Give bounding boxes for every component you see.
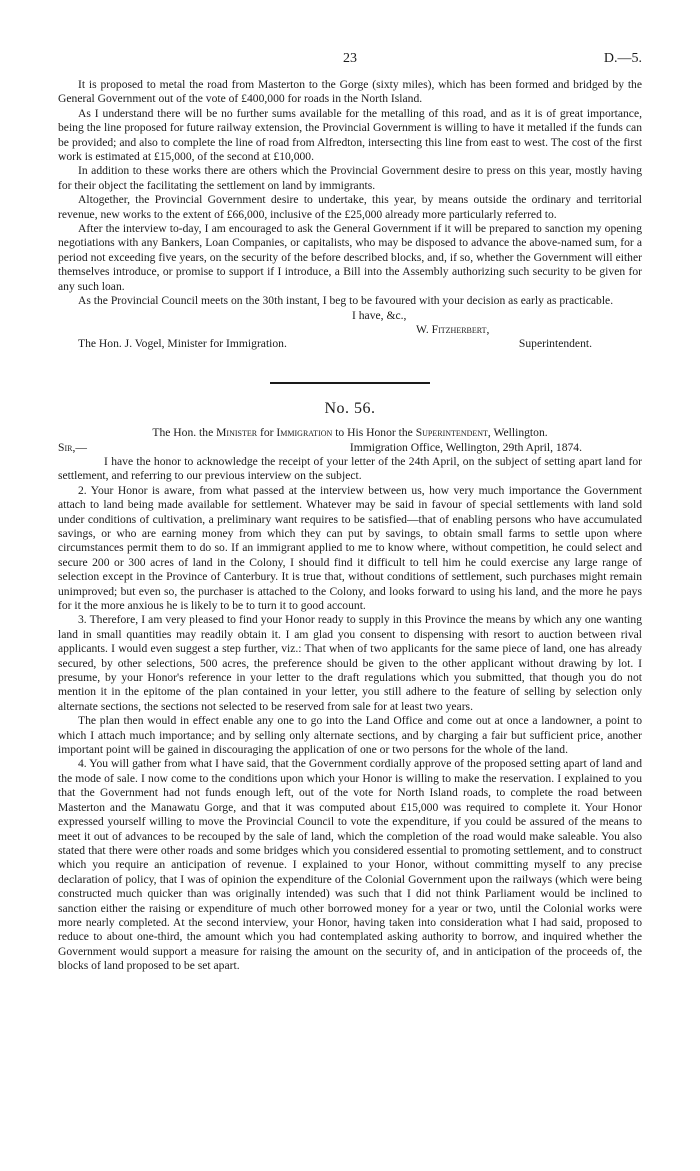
sender-title: Minister xyxy=(216,426,258,440)
letter-no-56 xyxy=(58,399,642,974)
signature-block xyxy=(58,309,642,338)
paragraph: After the interview to-day, I am encouraged to ask the General Government if it will be prepared to sanction my opening negotiations with any Bankers, Loan Companies, or capitalists, who may be disposed to advance the above-named sum, for a period not exceeding five years, on the security of the before described blocks, and, if so, whether the Government will either themselves introduce, or promise to support if I introduce, a Bill into the Assembly authorizing such security to be given for any such loan. xyxy=(58,222,642,293)
closing: I have, &c., xyxy=(352,308,407,322)
page-number: 23 xyxy=(343,51,357,66)
sender-department: Immigration xyxy=(276,426,333,440)
dateline: Immigration Office, Wellington, 29th April, 1874. xyxy=(349,440,582,454)
recipient-title: Superintendent xyxy=(415,426,488,440)
paragraph: Altogether, the Provincial Government desire to undertake, this year, by means outside the ordinary and territorial revenue, new works to the extent of £66,000, inclusive of the £25,000 already more particularly referred to. xyxy=(58,193,642,221)
addressee: The Hon. J. Vogel, Minister for Immigration. xyxy=(78,337,287,351)
paragraph: As I understand there will be no further sums available for the metalling of this road, and as it is of great importance, being the line proposed for future railway extension, the Provincial Government is willing to have it metalled if the funds can be provided; and also to complete the line of road from Alfredton, intersecting this line from east to west. The cost of the first work is estimated at £15,000, of the second at £10,000. xyxy=(58,106,642,164)
paragraph: The plan then would in effect enable any one to go into the Land Office and come out at once a landowner, a point to which I attach much importance; and by selling only alternate sections, and by charging a fair but sufficient price, another important point will be gained in discouraging the application of one or two persons for the whole of the land. xyxy=(58,714,642,757)
salutation: Sir,— xyxy=(58,440,87,454)
page-header xyxy=(58,52,642,78)
paragraph: As the Provincial Council meets on the 30th instant, I beg to be favoured with your decision as early as practicable. xyxy=(78,294,614,308)
section-divider xyxy=(270,382,430,384)
signatory-name: W. Fitzherbert, xyxy=(416,322,490,336)
letter-continuation xyxy=(58,78,642,352)
document-reference: D.—5. xyxy=(603,51,642,66)
letter-heading: The Hon. the Minister for Immigration to His Honor the Superintendent, Wellington. xyxy=(152,426,548,440)
paragraph: 2. Your Honor is aware, from what passed at the interview between us, how very much importance the Government attach to land being made available for settlement. Whatever may be said in favour of special settlements with land sold under conditions of cultivation, a preliminary want requires to be satisfied—that of enabling persons who have accumulated savings, or who are earning money from which they can put by savings, to obtain small farms to settle upon where circumstances permit them to do so. If an immigrant applied to me to know where, without competition, he could select and secure 200 or 300 acres of land in the Colony, I should find it difficult to tell him he could exercise any large range of selection except in the Province of Canterbury. It is true that, without conditions of settlement, such purchases might remain unimproved; but even so, the purchaser is attached to the Colony, and looks forward to using his land, and the more he pays for it the more anxious he is likely to be to turn it to good account. xyxy=(58,483,642,612)
signatory-title: Superintendent. xyxy=(518,337,592,351)
paragraph: It is proposed to metal the road from Masterton to the Gorge (sixty miles), which has been formed and bridged by the General Government out of the vote of £400,000 for roads in the North Island. xyxy=(58,78,642,106)
paragraph: I have the honor to acknowledge the receipt of your letter of the 24th April, on the subject of setting apart land for settlement, and referring to our previous interview on the subject. xyxy=(58,454,642,483)
paragraph: 3. Therefore, I am very pleased to find your Honor ready to supply in this Province the means by which any one wanting land in small quantities may readily obtain it. I am glad you consent to dispensing with resort to auction between rival applicants. I would even suggest a step further, viz.: That when of two applicants for the same piece of land, one has already secured, by other selections, 500 acres, the preference should be given to the other applicant without drawing by lot. I presume, by your Honor's reference in your letter to the draft regulations which you submitted, that though you do not mention it in the epitome of the plan contained in your letter, you still adhere to the feature of selling by selection only alternate sections, the sections not selected to be reserved from sale for at least two years. xyxy=(58,613,642,713)
paragraph: In addition to these works there are others which the Provincial Government desire to press on this year, mostly having for their object the facilitating the settlement on land by immigrants. xyxy=(58,164,642,192)
letter-number: No. 56. xyxy=(324,399,376,417)
paragraph: 4. You will gather from what I have said, that the Government cordially approve of the proposed setting apart of land and the mode of sale. I now come to the conditions upon which your Honor is willing to make the reservation. I explained to you that the Government had not funds enough left, out of the vote for North Island roads, to complete the road between Masterton and the Manawatu Gorge, and that it was computed about £15,000 was required to complete it. Your Honor expressed yourself willing to move the Provincial Council to vote the expenditure, if you could be assured of the means to meet it out of advances to be recouped by the sale of land, which the completion of the road would make saleable. You also stated that there were other roads and some bridges which you considered essential to promoting settlement, and to construct which you require an anticipation of revenue. I explained to your Honor, without committing myself to any precise declaration of policy, that I was of opinion the expenditure of the Colonial Government upon the railways (which were being constructed much quicker than was originally intended) was such that I did not think Parliament would be inclined to sanction either the raising or expenditure of much other borrowed money for a year or two, until the Colonial works were more nearly completed. At the second interview, your Honor, having taken into consideration what I had said, proposed to reduce to about one-third, the amount which you had contemplated asking authority to borrow, and inquired whether the Government would support a measure for raising the amount on the security of, and in anticipation of the proceeds of, the blocks of land proposed to be set apart. xyxy=(58,757,642,973)
salutation-row xyxy=(58,441,642,455)
addressee-row xyxy=(58,337,642,351)
